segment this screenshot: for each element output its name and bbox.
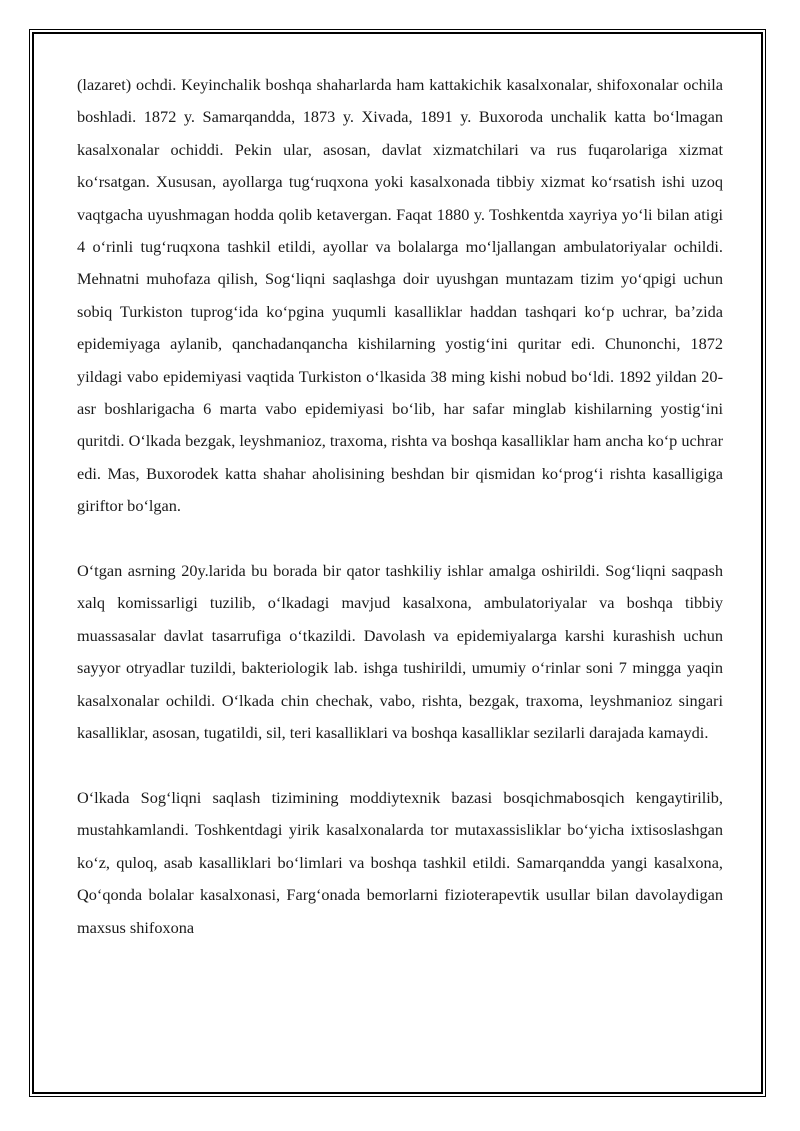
paragraph-2: O‘tgan asrning 20y.larida bu borada bir qator tashkiliy ishlar amalga oshirildi. Sog‘liqni saqpash xalq komissarligi tuzilib, o‘lkadagi mavjud kasalxona, ambulatoriyalar va boshqa tibbiy muassasalar davlat tasarrufiga o‘tkazildi. Davolash va epidemiyalarga karshi kurashish uchun sayyor otryadlar tuzildi, bakteriologik lab. ishga tushirildi, umumiy o‘rinlar soni 7 mingga yaqin kasalxonalar ochildi. O‘lkada chin chechak, vabo, rishta, bezgak, traxoma, leyshmanioz singari kasalliklar, asosan, tugatildi, sil, teri kasalliklari va boshqa kasalliklar sezilarli darajada kamaydi. xyxy=(77,561,723,743)
paragraph-3: O‘lkada Sog‘liqni saqlash tizimining moddiytexnik bazasi bosqichmabosqich kengaytirilib, mustahkamlandi. Toshkentdagi yirik kasalxonalarda tor mutaxassisliklar bo‘yicha ixtisoslashgan ko‘z, quloq, asab kasalliklari bo‘limlari va boshqa tashkil etildi. Samarqandda yangi kasalxona, Qo‘qonda bolalar kasalxonasi, Farg‘onada bemorlarni fizioterapevtik usullar bilan davolaydigan maxsus shifoxona xyxy=(77,787,723,937)
paragraph-1: (lazaret) ochdi. Keyinchalik boshqa shaharlarda ham kattakichik kasalxonalar, shifoxonalar ochila boshladi. 1872 y. Samarqandda, 1873 y. Xivada, 1891 y. Buxoroda unchalik katta bo‘lmagan kasalxonalar ochiddi. Pekin ular, asosan, davlat xizmatchilari va rus fuqarolariga xizmat ko‘rsatgan. Xususan, ayollarga tug‘ruqxona yoki kasalxonada tibbiy xizmat ko‘rsatish ishi uzoq vaqtgacha uyushmagan hodda qolib ketavergan. Faqat 1880 y. Toshkentda xayriya yo‘li bilan atigi 4 o‘rinli tug‘ruqxona tashkil etildi, ayollar va bolalarga mo‘ljallangan ambulatoriyalar ochildi. Mehnatni muhofaza qilish, Sog‘liqni saqlashga doir uyushgan muntazam tizim yo‘qpigi uchun sobiq Turkiston tuprog‘ida ko‘pgina yuqumli kasalliklar haddan tashqari ko‘p uchrar, ba’zida epidemiyaga aylanib, qanchadanqancha kishilarning yostig‘ini quritar edi. Chunonchi, 1872 yildagi vabo epidemiyasi vaqtida Turkiston o‘lkasida 38 ming kishi nobud bo‘ldi. 1892 yildan 20-asr boshlarigacha 6 marta vabo epidemiyasi bo‘lib, har safar minglab kishilarning yostig‘ini quritdi. O‘lkada bezgak, leyshmanioz, traxoma, rishta va boshqa kasalliklar ham ancha ko‘p uchrar edi. Mas, Buxorodek katta shahar aholisining beshdan bir qismidan ko‘prog‘i rishta kasalligiga giriftor bo‘lgan. xyxy=(77,75,723,516)
document-body xyxy=(77,69,723,944)
